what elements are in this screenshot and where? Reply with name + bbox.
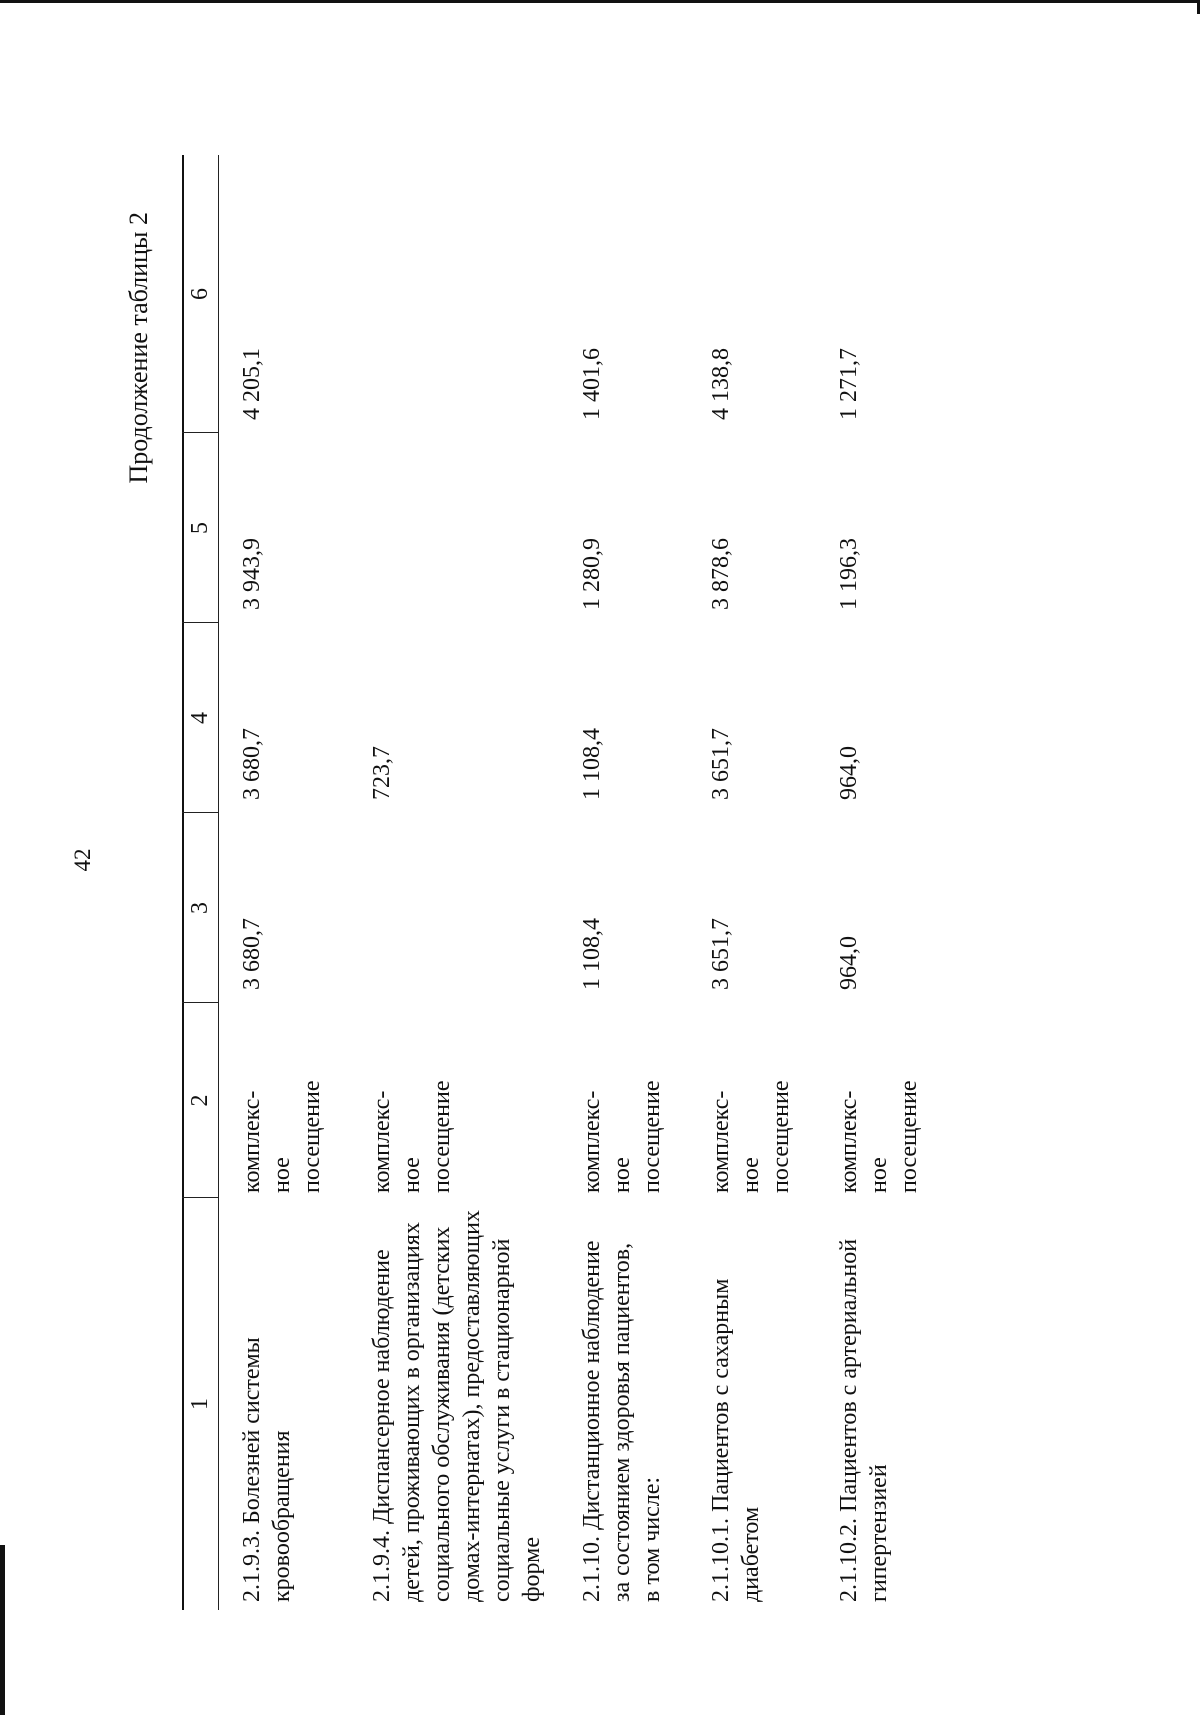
row-unit-line: ное <box>609 1157 635 1193</box>
row-unit-line: ное <box>269 1157 295 1193</box>
row-name-line: детей, проживающих в организациях <box>399 1222 425 1602</box>
row-value-col-5: 1 280,9 <box>579 538 605 610</box>
table-continuation-label: Продолжение таблицы 2 <box>124 212 153 484</box>
row-value-col-3: 1 108,4 <box>579 918 605 990</box>
row-unit-line: посещение <box>639 1080 665 1193</box>
row-unit-line: комплекс- <box>369 1090 395 1193</box>
row-name <box>237 1202 297 1602</box>
row-value-col-6: 1 271,7 <box>836 348 862 420</box>
row-name-line: 2.1.9.4. Диспансерное наблюдение <box>369 1249 395 1602</box>
row-unit-line: посещение <box>429 1080 455 1193</box>
row-name-line: кровообращения <box>269 1430 295 1602</box>
row-value-col-3: 3 680,7 <box>239 918 265 990</box>
row-name <box>834 1202 894 1602</box>
header-col-2: 2 <box>187 1094 213 1107</box>
header-col-6: 6 <box>187 288 213 300</box>
row-name-line: 2.1.10.2. Пациентов с артериальной <box>836 1238 862 1602</box>
header-col-5: 5 <box>187 522 213 534</box>
row-name-line: за состоянием здоровья пациентов, <box>609 1242 635 1602</box>
data-table <box>182 155 1082 1610</box>
row-name-line: гипертензией <box>866 1464 892 1602</box>
row-unit <box>237 1033 327 1193</box>
row-unit <box>577 1033 667 1193</box>
row-name-line: социального обслуживания (детских <box>429 1226 455 1602</box>
row-unit-line: ное <box>399 1157 425 1193</box>
row-value-col-4: 3 680,7 <box>239 728 265 800</box>
row-value-col-3: 3 651,7 <box>708 918 734 990</box>
row-value-col-5: 3 943,9 <box>239 538 265 610</box>
row-name <box>367 1202 547 1602</box>
row-name <box>577 1202 667 1602</box>
row-unit-line: посещение <box>768 1080 794 1193</box>
row-value-col-4: 3 651,7 <box>708 728 734 800</box>
row-unit-line: посещение <box>299 1080 325 1193</box>
row-name-line: домах-интернатах), предоставляющих <box>459 1210 485 1602</box>
row-unit-line: комплекс- <box>579 1090 605 1193</box>
row-unit <box>367 1033 457 1193</box>
row-name-line: 2.1.9.3. Болезней системы <box>239 1337 265 1602</box>
row-name <box>706 1202 766 1602</box>
row-unit <box>706 1033 796 1193</box>
row-value-col-6: 4 205,1 <box>239 348 265 420</box>
header-col-1: 1 <box>187 1398 213 1410</box>
row-unit-line: комплекс- <box>708 1090 734 1193</box>
row-name-line: диабетом <box>738 1506 764 1602</box>
row-unit-line: комплекс- <box>836 1090 862 1193</box>
row-value-col-5: 1 196,3 <box>836 538 862 610</box>
row-value-col-4: 723,7 <box>369 746 395 800</box>
row-value-col-4: 964,0 <box>836 746 862 800</box>
row-name-line: 2.1.10.1. Пациентов с сахарным <box>708 1278 734 1602</box>
header-col-4: 4 <box>187 712 213 724</box>
row-unit-line: ное <box>738 1157 764 1193</box>
row-name-line: социальные услуги в стационарной <box>489 1238 515 1602</box>
row-value-col-6: 4 138,8 <box>708 348 734 420</box>
row-unit-line: посещение <box>896 1080 922 1193</box>
row-value-col-6: 1 401,6 <box>579 348 605 420</box>
row-value-col-5: 3 878,6 <box>708 538 734 610</box>
page-number: 42 <box>70 848 95 872</box>
row-unit <box>834 1033 924 1193</box>
row-unit-line: ное <box>866 1157 892 1193</box>
row-value-col-4: 1 108,4 <box>579 728 605 800</box>
row-name-line: 2.1.10. Дистанционное наблюдение <box>579 1240 605 1602</box>
row-name-line: форме <box>519 1536 545 1602</box>
row-name-line: в том числе: <box>639 1476 665 1602</box>
row-value-col-3: 964,0 <box>836 936 862 990</box>
header-col-3: 3 <box>187 902 213 914</box>
table-header-rule <box>218 155 219 1610</box>
row-unit-line: комплекс- <box>239 1090 265 1193</box>
